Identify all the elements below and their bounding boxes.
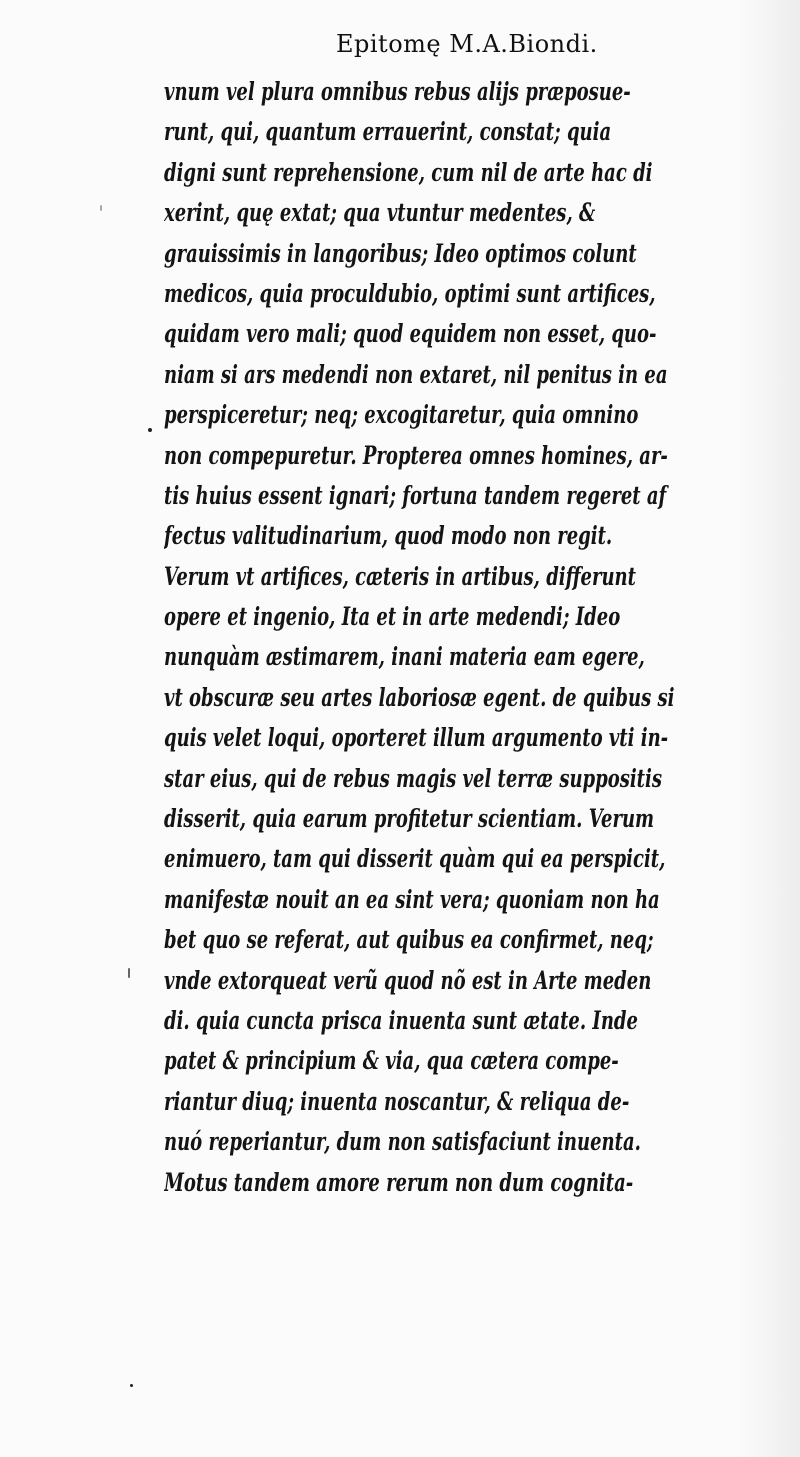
text-line: patet & principium & via, qua cætera compe- bbox=[164, 1046, 619, 1076]
text-line: nuó reperiantur, dum non satisfaciunt inuenta. bbox=[164, 1127, 641, 1157]
text-line: manifestæ nouit an ea sint vera; quoniam non ha bbox=[164, 884, 660, 914]
text-line: riantur diuq; inuenta noscantur, & reliqua de- bbox=[164, 1086, 630, 1116]
text-line: perspiceretur; neq; excogitaretur, quia omnino bbox=[164, 400, 639, 430]
text-line: enimuero, tam qui disserit quàm qui ea perspicit, bbox=[164, 844, 666, 874]
text-line: di. quia cuncta prisca inuenta sunt ætate. Inde bbox=[164, 1005, 638, 1035]
text-line: tis huius essent ignari; fortuna tandem regeret af bbox=[164, 480, 667, 510]
ink-speck bbox=[128, 968, 130, 978]
text-line: bet quo se referat, aut quibus ea confirmet, neq; bbox=[164, 925, 654, 955]
text-line: grauissimis in langoribus; Ideo optimos colunt bbox=[164, 238, 637, 268]
ink-speck bbox=[100, 205, 102, 211]
body-text bbox=[164, 72, 800, 1203]
text-line: digni sunt reprehensione, cum nil de arte hac di bbox=[164, 157, 653, 187]
text-line: xerint, quę extat; qua vtuntur medentes, & bbox=[164, 198, 596, 228]
text-line: quidam vero mali; quod equidem non esset, quo- bbox=[164, 319, 657, 349]
running-header: Epitomę M.A.Biondi. bbox=[336, 30, 598, 58]
text-line: niam si ars medendi non extaret, nil penitus in ea bbox=[164, 359, 668, 389]
text-line: Verum vt artifices, cæteris in artibus, differunt bbox=[164, 561, 636, 591]
text-line: quis velet loqui, oporteret illum argumento vti in- bbox=[164, 723, 669, 753]
text-line: star eius, qui de rebus magis vel terræ suppositis bbox=[164, 763, 662, 793]
text-line: runt, qui, quantum errauerint, constat; quia bbox=[164, 117, 612, 147]
ink-speck bbox=[130, 1384, 133, 1387]
text-line: nunquàm æstimarem, inani materia eam egere, bbox=[164, 642, 645, 672]
text-line: vt obscuræ seu artes laboriosæ egent. de quibus si bbox=[164, 682, 675, 712]
text-line: Motus tandem amore rerum non dum cognita- bbox=[164, 1167, 634, 1197]
text-line: non compериretur. Propterea omnes homines, ar- bbox=[164, 440, 668, 470]
text-line: fectus valitudinarium, quod modo non regit. bbox=[164, 521, 613, 551]
text-line: disserit, quia earum profitetur scientiam. Verum bbox=[164, 804, 655, 834]
text-line: vnde extorqueat verũ quod nõ est in Arte meden bbox=[164, 965, 652, 995]
text-line: opere et ingenio, Ita et in arte medendi; Ideo bbox=[164, 602, 621, 632]
text-line: vnum vel plura omnibus rebus alijs præposue- bbox=[164, 77, 631, 106]
ink-speck bbox=[148, 428, 152, 432]
text-line: medicos, quia proculdubio, optimi sunt artifices, bbox=[164, 278, 656, 308]
